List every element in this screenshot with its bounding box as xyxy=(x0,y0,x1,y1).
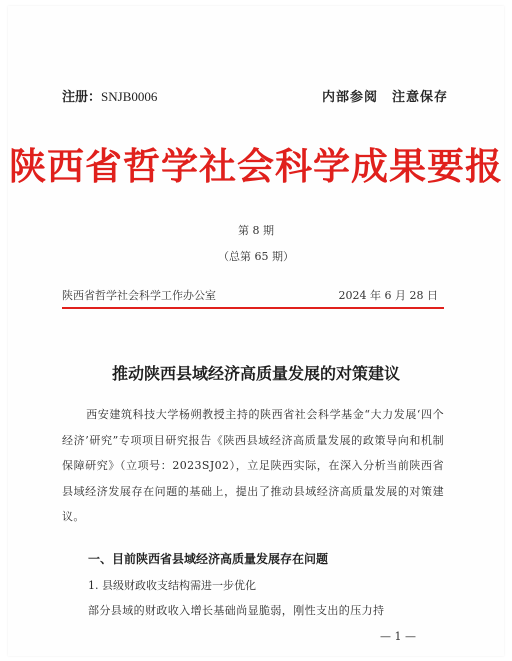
subsection-heading: 1. 县级财政收支结构需进一步优化 xyxy=(88,579,256,592)
internal-reference-note: 内部参阅 注意保存 xyxy=(321,90,448,105)
section-heading: 一、目前陕西省县域经济高质量发展存在问题 xyxy=(88,552,329,566)
registration-label: 注册： xyxy=(62,89,102,104)
page-number: — 1 — xyxy=(380,630,416,643)
issue-date: 2024 年 6 月 28 日 xyxy=(338,289,438,302)
masthead-title: 陕西省哲学社会科学成果要报 xyxy=(9,144,503,188)
registration-number xyxy=(62,86,157,105)
red-divider xyxy=(62,307,444,309)
body-paragraph: 部分县域的财政收入增长基础尚显脆弱，刚性支出的压力持 xyxy=(88,604,385,617)
article-title: 推动陕西县域经济高质量发展的对策建议 xyxy=(111,364,400,383)
intro-paragraph: 西安建筑科技大学杨朔教授主持的陕西省社会科学基金“大力发展‘四个经济’研究”专项项目研究报告《陕西县域经济高质量发展的政策导向和机制保障研究》（立项号：2023SJ02），立足陕西实际，在深入分析当前陕西省县域经济发展存在问题的基础上，提出了推动县域经济高质量发展的对策建议。 xyxy=(62,408,444,524)
total-issue-number: （总第 65 期） xyxy=(218,250,294,263)
issuing-office: 陕西省哲学社会科学工作办公室 xyxy=(62,289,216,302)
issue-number: 第 8 期 xyxy=(238,224,274,237)
registration-code: SNJB0006 xyxy=(101,89,158,104)
